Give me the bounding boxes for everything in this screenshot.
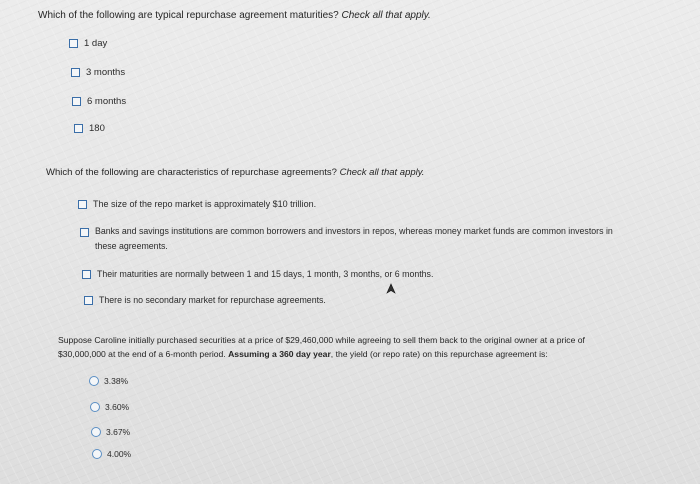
question-3-line1: Suppose Caroline initially purchased securities at a price of $29,460,000 while agreeing to sell them back to the original owner at a price of — [58, 335, 585, 345]
checkbox[interactable] — [84, 296, 93, 305]
q2-option-label: There is no secondary market for repurchase agreements. — [99, 295, 326, 305]
q2-option-label-line2: these agreements. — [95, 241, 168, 251]
q3-option-3-67[interactable] — [91, 424, 130, 441]
checkbox[interactable] — [74, 124, 83, 133]
q3-option-label: 3.38% — [104, 376, 129, 386]
question-1-prompt — [38, 10, 431, 21]
question-1-hint: Check all that apply. — [341, 10, 431, 21]
q1-option-label: 6 months — [87, 96, 127, 107]
q3-option-label: 4.00% — [107, 449, 132, 459]
q2-option-label: Their maturities are normally between 1 and 15 days, 1 month, 3 months, or 6 months. — [97, 269, 434, 279]
question-3-line2-text: $30,000,000 at the end of a 6-month period. — [58, 349, 229, 359]
question-2-text: Which of the following are characteristics of repurchase agreements? — [46, 167, 340, 178]
question-3-assumption: Assuming a 360 day year — [228, 349, 331, 359]
checkbox[interactable] — [78, 200, 87, 209]
q1-option-180[interactable] — [74, 120, 105, 137]
checkbox[interactable] — [72, 97, 81, 106]
mouse-cursor-icon — [386, 283, 396, 295]
question-3-prompt — [58, 333, 688, 361]
radio-button[interactable] — [91, 427, 101, 437]
q1-option-label: 180 — [89, 123, 105, 134]
radio-button[interactable] — [92, 449, 102, 459]
question-3-line2 — [58, 347, 688, 361]
q3-option-label: 3.67% — [106, 427, 131, 437]
question-3-line2-end: , the yield (or repo rate) on this repurchase agreement is: — [330, 349, 548, 359]
q2-option-label: The size of the repo market is approximately $10 trillion. — [93, 199, 317, 209]
q1-option-1-day[interactable] — [69, 35, 107, 52]
q3-option-4-00[interactable] — [92, 446, 131, 463]
q2-option-label-line1: Banks and savings institutions are common borrowers and investors in repos, whereas money market funds are common investors in — [95, 226, 613, 236]
q3-option-3-38[interactable] — [89, 373, 128, 390]
q1-option-6-months[interactable] — [72, 93, 126, 110]
question-2-hint: Check all that apply. — [339, 167, 425, 178]
checkbox[interactable] — [80, 228, 89, 237]
q2-option-banks-borrowers[interactable] — [80, 224, 690, 254]
radio-button[interactable] — [90, 402, 100, 412]
q2-option-repo-size[interactable] — [78, 196, 316, 213]
question-1-text: Which of the following are typical repurchase agreement maturities? — [38, 10, 342, 21]
checkbox[interactable] — [71, 68, 80, 77]
radio-button[interactable] — [89, 376, 99, 386]
q2-option-maturities[interactable] — [82, 266, 433, 283]
q2-option-label-wrap — [95, 224, 613, 254]
checkbox[interactable] — [82, 270, 91, 279]
q1-option-3-months[interactable] — [71, 64, 125, 81]
checkbox[interactable] — [69, 39, 78, 48]
q1-option-label: 1 day — [84, 38, 108, 49]
q2-option-no-secondary-market[interactable] — [84, 292, 326, 309]
q3-option-label: 3.60% — [105, 402, 130, 412]
q3-option-3-60[interactable] — [90, 399, 129, 416]
q1-option-label: 3 months — [86, 67, 126, 78]
question-2-prompt — [46, 167, 424, 178]
